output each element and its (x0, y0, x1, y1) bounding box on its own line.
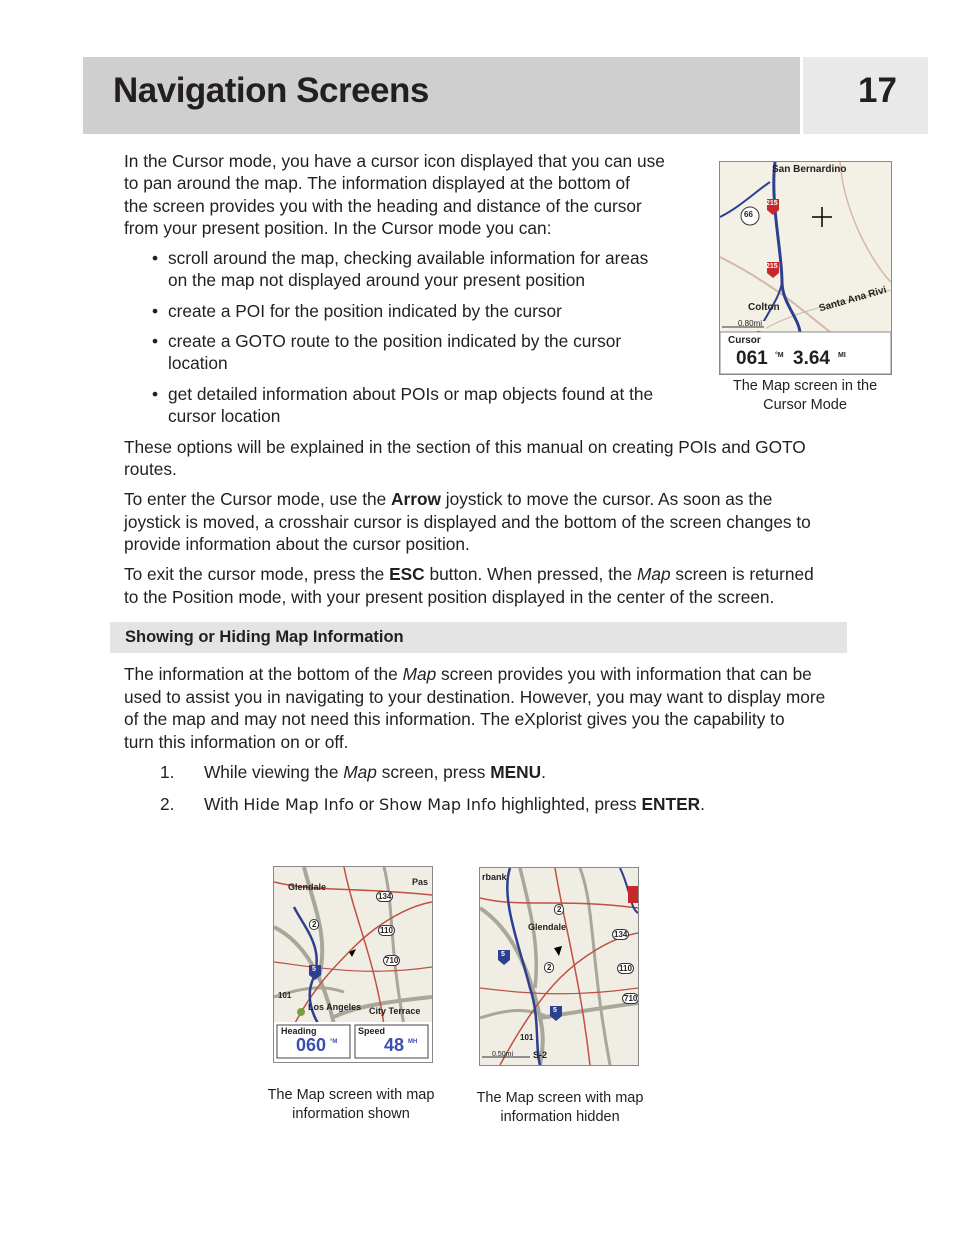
heading-unit: °M (330, 1039, 338, 1045)
bullet-text-cont: cursor location (168, 406, 281, 426)
screen-name-map: Map (402, 664, 437, 684)
bullet-dot: • (152, 331, 159, 351)
route-shield-label: 2 (554, 904, 564, 915)
figure-caption (465, 1089, 655, 1127)
bullet-dot: • (152, 248, 159, 268)
page-number-box (803, 57, 928, 134)
menu-option-show-map-info: Show Map Info (379, 795, 497, 814)
map-scale-label: 0.50mi (492, 1051, 514, 1058)
speed-field-label: Speed (358, 1026, 386, 1036)
step-2-text (204, 793, 705, 817)
heading-value: 060 (296, 1035, 327, 1055)
text-run: To exit the cursor mode, press the (124, 564, 390, 584)
route-shield-label: 215 (766, 200, 778, 207)
map-city-label: Los Angeles (308, 1002, 362, 1012)
key-name-enter: ENTER (641, 794, 701, 814)
bullet-text-cont: location (168, 353, 228, 373)
map-city-label: rbank (482, 872, 507, 882)
bullet-item (152, 247, 649, 270)
map-screenshot-info-hidden (479, 867, 639, 1066)
route-shield-label: 710 (385, 956, 399, 965)
route-shield-label: 5 (501, 951, 505, 958)
bullet-text: create a POI for the position indicated by the cursor (168, 301, 562, 321)
map-scale-label: 0.80mi (738, 319, 763, 328)
menu-option-hide-map-info: Hide Map Info (243, 795, 355, 814)
intro-line-2: to pan around the map. The information displayed at the bottom of (124, 173, 630, 193)
map-hidden-graphic (480, 868, 638, 1065)
bullet-text: create a GOTO route to the position indicated by the cursor (168, 331, 622, 351)
intro-line-1: In the Cursor mode, you have a cursor icon displayed that you can use (124, 151, 665, 171)
route-shield-label: 134 (614, 930, 628, 939)
caption-line: The Map screen in the (732, 378, 878, 394)
map-city-label: City Terrace (369, 1006, 421, 1016)
key-name-menu: MENU (490, 762, 542, 782)
route-shield-label: 101 (520, 1033, 534, 1042)
text-run: screen is returned (670, 564, 814, 584)
caption-line: information hidden (500, 1109, 620, 1125)
info-line-3: of the map and may not need this information. The eXplorist gives you the capability to (124, 709, 785, 729)
speed-value: 48 (384, 1035, 405, 1055)
bullet-dot: • (152, 301, 159, 321)
map-city-label: Glendale (528, 922, 567, 932)
route-shield-label: 2 (309, 919, 319, 930)
caption-line: The Map screen with map (267, 1087, 435, 1103)
route-shield-label: 710 (624, 994, 638, 1003)
text-run: screen, press (376, 762, 491, 782)
page-header-bar (83, 57, 800, 134)
key-name-arrow: Arrow (391, 489, 441, 509)
step-number: 1. (160, 762, 175, 782)
bullet-item (152, 330, 622, 353)
route-name-label: S-2 (533, 1050, 548, 1060)
figure-caption (715, 377, 895, 415)
intro-line-4: from your present position. In the Cursor mode you can: (124, 218, 552, 238)
text-run: or (354, 794, 380, 814)
cursor-heading-unit: °M (775, 352, 784, 359)
route-shield-label: 134 (378, 892, 392, 901)
bullet-item (152, 383, 654, 406)
route-shield-label: 5 (312, 966, 316, 973)
map-city-label: Colton (748, 302, 780, 313)
text-run: With (204, 794, 244, 814)
enter-line-3: provide information about the cursor position. (124, 534, 470, 554)
caption-line: The Map screen with map (476, 1090, 644, 1106)
enter-line-2: joystick is moved, a crosshair cursor is displayed and the bottom of the screen changes to (124, 512, 811, 532)
text-run: highlighted, press (496, 794, 642, 814)
figure-caption (256, 1086, 446, 1124)
route-shield-label: 66 (744, 210, 753, 219)
section-subheading-bar (110, 622, 847, 653)
key-name-esc: ESC (389, 564, 425, 584)
bullet-dot: • (152, 384, 159, 404)
bullet-text: scroll around the map, checking available information for areas (168, 248, 649, 268)
options-line-1: These options will be explained in the section of this manual on creating POIs and GOTO (124, 437, 806, 457)
text-run: While viewing the (204, 762, 344, 782)
text-run: . (700, 794, 705, 814)
route-shield-label: 110 (380, 926, 393, 935)
page-title: Navigation Screens (113, 71, 429, 110)
options-line-2: routes. (124, 459, 177, 479)
screen-name-map: Map (636, 564, 671, 584)
cursor-distance-unit: MI (838, 352, 846, 359)
cursor-distance-value: 3.64 (793, 348, 830, 369)
text-run: To enter the Cursor mode, use the (124, 489, 392, 509)
map-city-label: Glendale (288, 882, 327, 892)
bullet-text: get detailed information about POIs or map objects found at the (168, 384, 654, 404)
text-run: screen provides you with information that can be (436, 664, 812, 684)
intro-line-3: the screen provides you with the heading and distance of the cursor (124, 196, 642, 216)
map-screenshot-info-shown (273, 866, 433, 1063)
enter-line-1 (124, 488, 772, 511)
step-1-text (204, 761, 546, 784)
text-run: button. When pressed, the (424, 564, 637, 584)
text-run: . (541, 762, 546, 782)
step-number: 2. (160, 794, 175, 814)
text-run: joystick to move the cursor. As soon as the (440, 489, 773, 509)
map-city-label: Pas (412, 877, 429, 887)
text-run: The information at the bottom of the (124, 664, 403, 684)
speed-unit: MH (408, 1039, 418, 1045)
exit-line-2: to the Position mode, with your present position displayed in the center of the screen. (124, 587, 775, 607)
route-shield-label: 110 (619, 964, 632, 973)
route-shield-label: 2 (544, 962, 554, 973)
route-shield-label: 101 (278, 991, 292, 1000)
caption-line: Cursor Mode (763, 397, 847, 413)
bullet-text-cont: on the map not displayed around your present position (168, 270, 585, 290)
screen-name-map: Map (343, 762, 377, 782)
route-shield-label: 5 (553, 1007, 557, 1014)
info-line-1 (124, 663, 812, 686)
map-city-label: Santa Ana Rivi (817, 284, 888, 315)
info-line-4: turn this information on or off. (124, 732, 349, 752)
exit-line-1 (124, 563, 814, 586)
heading-field-label: Heading (281, 1026, 317, 1036)
section-subheading: Showing or Hiding Map Information (125, 628, 404, 646)
map-screenshot-cursor-mode (719, 161, 892, 375)
info-line-2: used to assist you in navigating to your destination. However, you may want to display more (124, 687, 826, 707)
page-number: 17 (858, 71, 897, 110)
bullet-item (152, 300, 562, 323)
caption-line: information shown (292, 1106, 410, 1122)
cursor-heading-value: 061 (736, 348, 768, 369)
route-shield-label: 215 (766, 263, 778, 270)
map-city-label: San Bernardino (772, 164, 847, 175)
cursor-info-label: Cursor (728, 335, 761, 346)
